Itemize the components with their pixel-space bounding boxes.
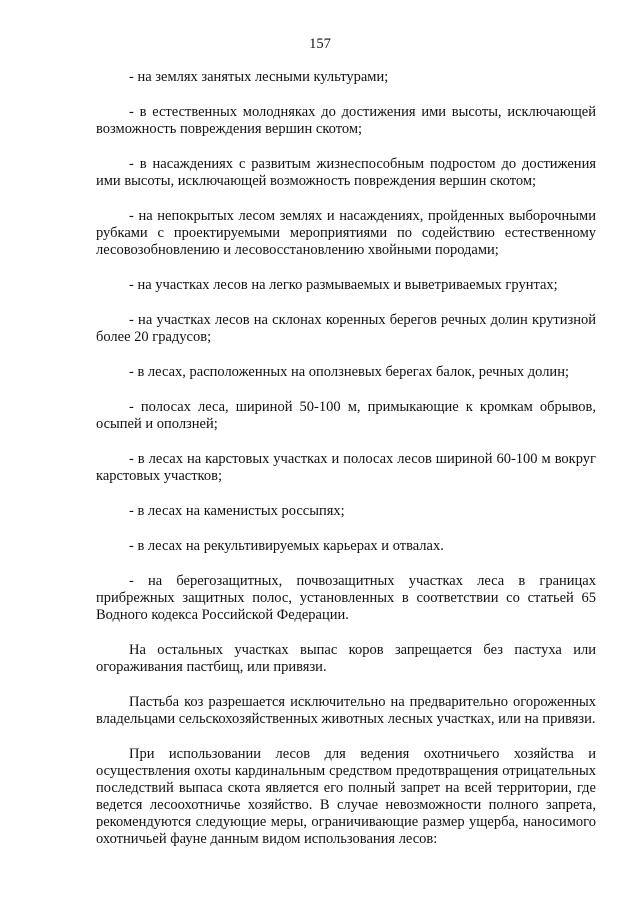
paragraph-shore-protective-zones: - на берегозащитных, почвозащитных участках леса в границах прибрежных защитных полос, установленных в соответствии со статьей 65 Водного кодекса Российской Федерации. (96, 573, 596, 623)
paragraph-cow-grazing-rule: На остальных участках выпас коров запрещается без пастуха или огораживания пастбищ, или привязи. (96, 642, 596, 675)
body-text (96, 69, 596, 848)
paragraph-hunting-management: При использовании лесов для ведения охотничьего хозяйства и осуществления охоты кардинальным средством предотвращения отрицательных последствий выпаса скота является его полный запрет на всей территории, где ведется лесоохотничье хозяйство. В случае невозможности полного запрета, рекомендуются следующие меры, ограничивающие размер ущерба, наносимого охотничьей фауне данным видом использования лесов: (96, 746, 596, 847)
paragraph-karst-areas: - в лесах на карстовых участках и полосах лесов шириной 60-100 м вокруг карстовых участков; (96, 451, 596, 484)
page-number: 157 (309, 36, 331, 52)
paragraph-goat-grazing-rule: Пастьба коз разрешается исключительно на предварительно огороженных владельцами сельскохозяйственных животных лесных участках, или на привязи. (96, 694, 596, 727)
paragraph-landslide-banks: - в лесах, расположенных на оползневых берегах балок, речных долин; (129, 364, 569, 380)
paragraph-river-valley-slopes: - на участках лесов на склонах коренных берегов речных долин крутизной более 20 градусов; (96, 312, 596, 345)
paragraph-reclaimed-quarries: - в лесах на рекультивируемых карьерах и отвалах. (129, 538, 444, 554)
paragraph-forest-cultures: - на землях занятых лесными культурами; (129, 69, 389, 85)
paragraph-erodible-soils: - на участках лесов на легко размываемых и выветриваемых грунтах; (129, 277, 558, 293)
paragraph-stony-screes: - в лесах на каменистых россыпях; (129, 503, 345, 519)
paragraph-uncovered-lands: - на непокрытых лесом землях и насаждениях, пройденных выборочными рубками с проектируемыми мероприятиями по содействию естественному лесовозобновлению и лесовосстановлению хвойными породами; (96, 208, 596, 258)
paragraph-cliff-strips: - полосах леса, шириной 50-100 м, примыкающие к кромкам обрывов, осыпей и оползней; (96, 399, 596, 432)
paragraph-plantations-undergrowth: - в насаждениях с развитым жизнеспособным подростом до достижения ими высоты, исключающей возможность повреждения вершин скотом; (96, 156, 596, 189)
paragraph-natural-young-growth: - в естественных молодняках до достижения ими высоты, исключающей возможность повреждения вершин скотом; (96, 104, 596, 137)
